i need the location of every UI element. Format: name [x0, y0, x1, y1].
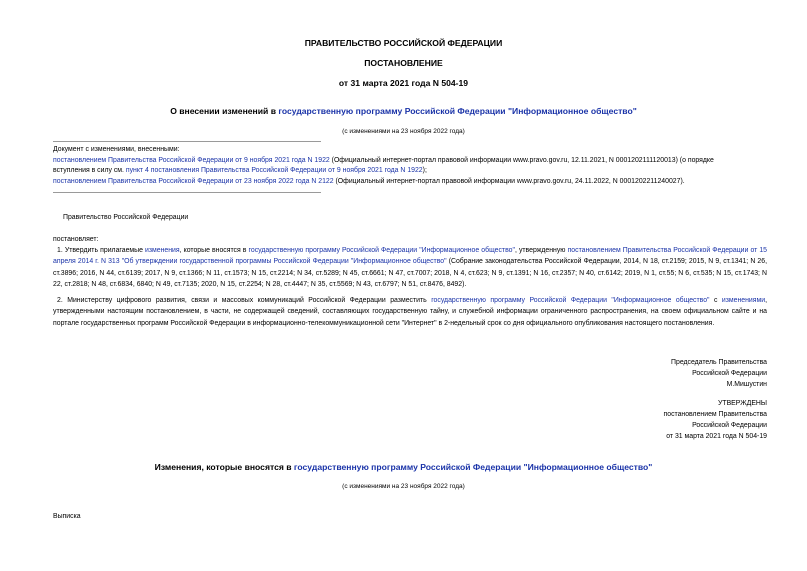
p1-d: (Собрание законодательства Российской Федерации, 2014, N 18, ст.2159; 2015, N 9, ст.1341; N 26, ст.3896; 2016, N 44, ст.6139; 2017, N 9, ст.1366; N 11, ст.1573; N 15, ст.2214; N 34, ст.5289; N 45, ст.6661; N 47, ст.7007; 2018, N 4, ст.623; N 9, ст.1391; N 16, ст.2357; N 40, ст.6142; 2019, N 1, ст.55; N 6, ст.535; N 15, ст.1743; N 22, ст.2818; N 48, ст.6834, 6840; N 49, ст.7135; 2020, N 15, ст.2254; N 28, ст.4447; N 35, ст.5569; N 43, ст.6797; N 51, ст.8476, 8492).	[53, 258, 767, 288]
changes-title	[0, 462, 807, 472]
change-item-1-continued	[53, 167, 427, 174]
bottom-divider	[53, 192, 321, 193]
decree-1922-link[interactable]: постановлением Правительства Российской Федерации от 9 ноября 2021 года N 1922	[53, 157, 330, 164]
change-item-1-text: (Официальный интернет-портал правовой информации www.pravo.gov.ru, 12.11.2021, N 0001202111120013) (о порядке	[329, 157, 714, 164]
changes-revision-note: (с изменениями на 23 ноября 2022 года)	[342, 483, 465, 490]
p2-b: с	[709, 297, 722, 304]
approved-line-2: постановлением Правительства	[663, 411, 767, 418]
p2-start: 2. Министерству цифрового развития, связи и массовых коммуникаций Российской Федерации разместить	[57, 297, 432, 304]
doc-title	[0, 106, 807, 116]
p2-changes-link[interactable]: изменениями	[721, 297, 766, 304]
approved-line-3: Российской Федерации	[692, 422, 767, 429]
paragraph-1	[53, 245, 767, 290]
signature-block	[671, 357, 767, 390]
p2-program-link[interactable]: государственную программу Российской Федерации "Информационное общество"	[431, 297, 710, 304]
excerpt-label: Выписка	[53, 513, 81, 520]
decree-1922-point4-link[interactable]: пункт 4 постановления Правительства Российской Федерации от 9 ноября 2021 года N 1922	[125, 167, 423, 174]
signature-line-1: Председатель Правительства	[671, 359, 767, 366]
p1-start: 1. Утвердить прилагаемые	[57, 247, 146, 254]
signature-line-3: М.Мишустин	[726, 381, 767, 388]
change-item-1b-text: вступления в силу см.	[53, 167, 126, 174]
changes-label: Документ с изменениями, внесенными:	[53, 146, 180, 153]
top-divider	[53, 141, 321, 142]
p1-b: , которые вносятся в	[179, 247, 249, 254]
government-line: Правительство Российской Федерации	[63, 214, 189, 221]
signature-line-2: Российской Федерации	[692, 370, 767, 377]
org-name: ПРАВИТЕЛЬСТВО РОССИЙСКОЙ ФЕДЕРАЦИИ	[304, 38, 503, 48]
doc-title-prefix: О внесении изменений в	[170, 106, 279, 116]
doc-type: ПОСТАНОВЛЕНИЕ	[364, 58, 443, 68]
changes-title-program-link[interactable]: государственную программу Российской Федерации "Информационное общество"	[293, 462, 653, 472]
decree-2122-link[interactable]: постановлением Правительства Российской Федерации от 23 ноября 2022 года N 2122	[53, 178, 334, 185]
change-item-2	[53, 178, 685, 185]
revision-note: (с изменениями на 23 ноября 2022 года)	[342, 128, 465, 135]
approved-line-4: от 31 марта 2021 года N 504-19	[666, 433, 767, 440]
paragraph-2	[53, 295, 767, 329]
approved-line-1: УТВЕРЖДЕНЫ	[718, 400, 767, 407]
changes-link[interactable]: изменения	[145, 247, 180, 254]
decree-313-link[interactable]: постановлением Правительства Российской Федерации от 15 апреля 2014 г. N 313 "Об утверждении государственной программы Российской Федерации "Информационное общество"	[53, 247, 768, 266]
p2-c: , утвержденными настоящим постановлением, в части, не содержащей сведений, составляющих государственную тайну, и служебной информации ограниченного распространения, на своем официальном сайте и на портале государственных программ Российской Федерации в информационно-телекоммуникационной сети "Интернет" в 2-недельный срок со дня официального опубликования настоящего постановления.	[53, 297, 767, 327]
change-item-1	[53, 157, 714, 164]
approved-block	[664, 398, 768, 442]
decrees-word: постановляет:	[53, 236, 99, 243]
p1-c: , утвержденную	[514, 247, 568, 254]
doc-date-number: от 31 марта 2021 года N 504-19	[338, 78, 469, 88]
changes-title-prefix: Изменения, которые вносятся в	[154, 462, 294, 472]
p1-program-link[interactable]: государственную программу Российской Федерации "Информационное общество"	[248, 247, 515, 254]
program-link[interactable]: государственную программу Российской Федерации "Информационное общество"	[278, 106, 637, 116]
change-item-2-text: (Официальный интернет-портал правовой информации www.pravo.gov.ru, 24.11.2022, N 0001202211240027).	[333, 178, 685, 185]
change-item-1b-end: );	[422, 167, 427, 174]
